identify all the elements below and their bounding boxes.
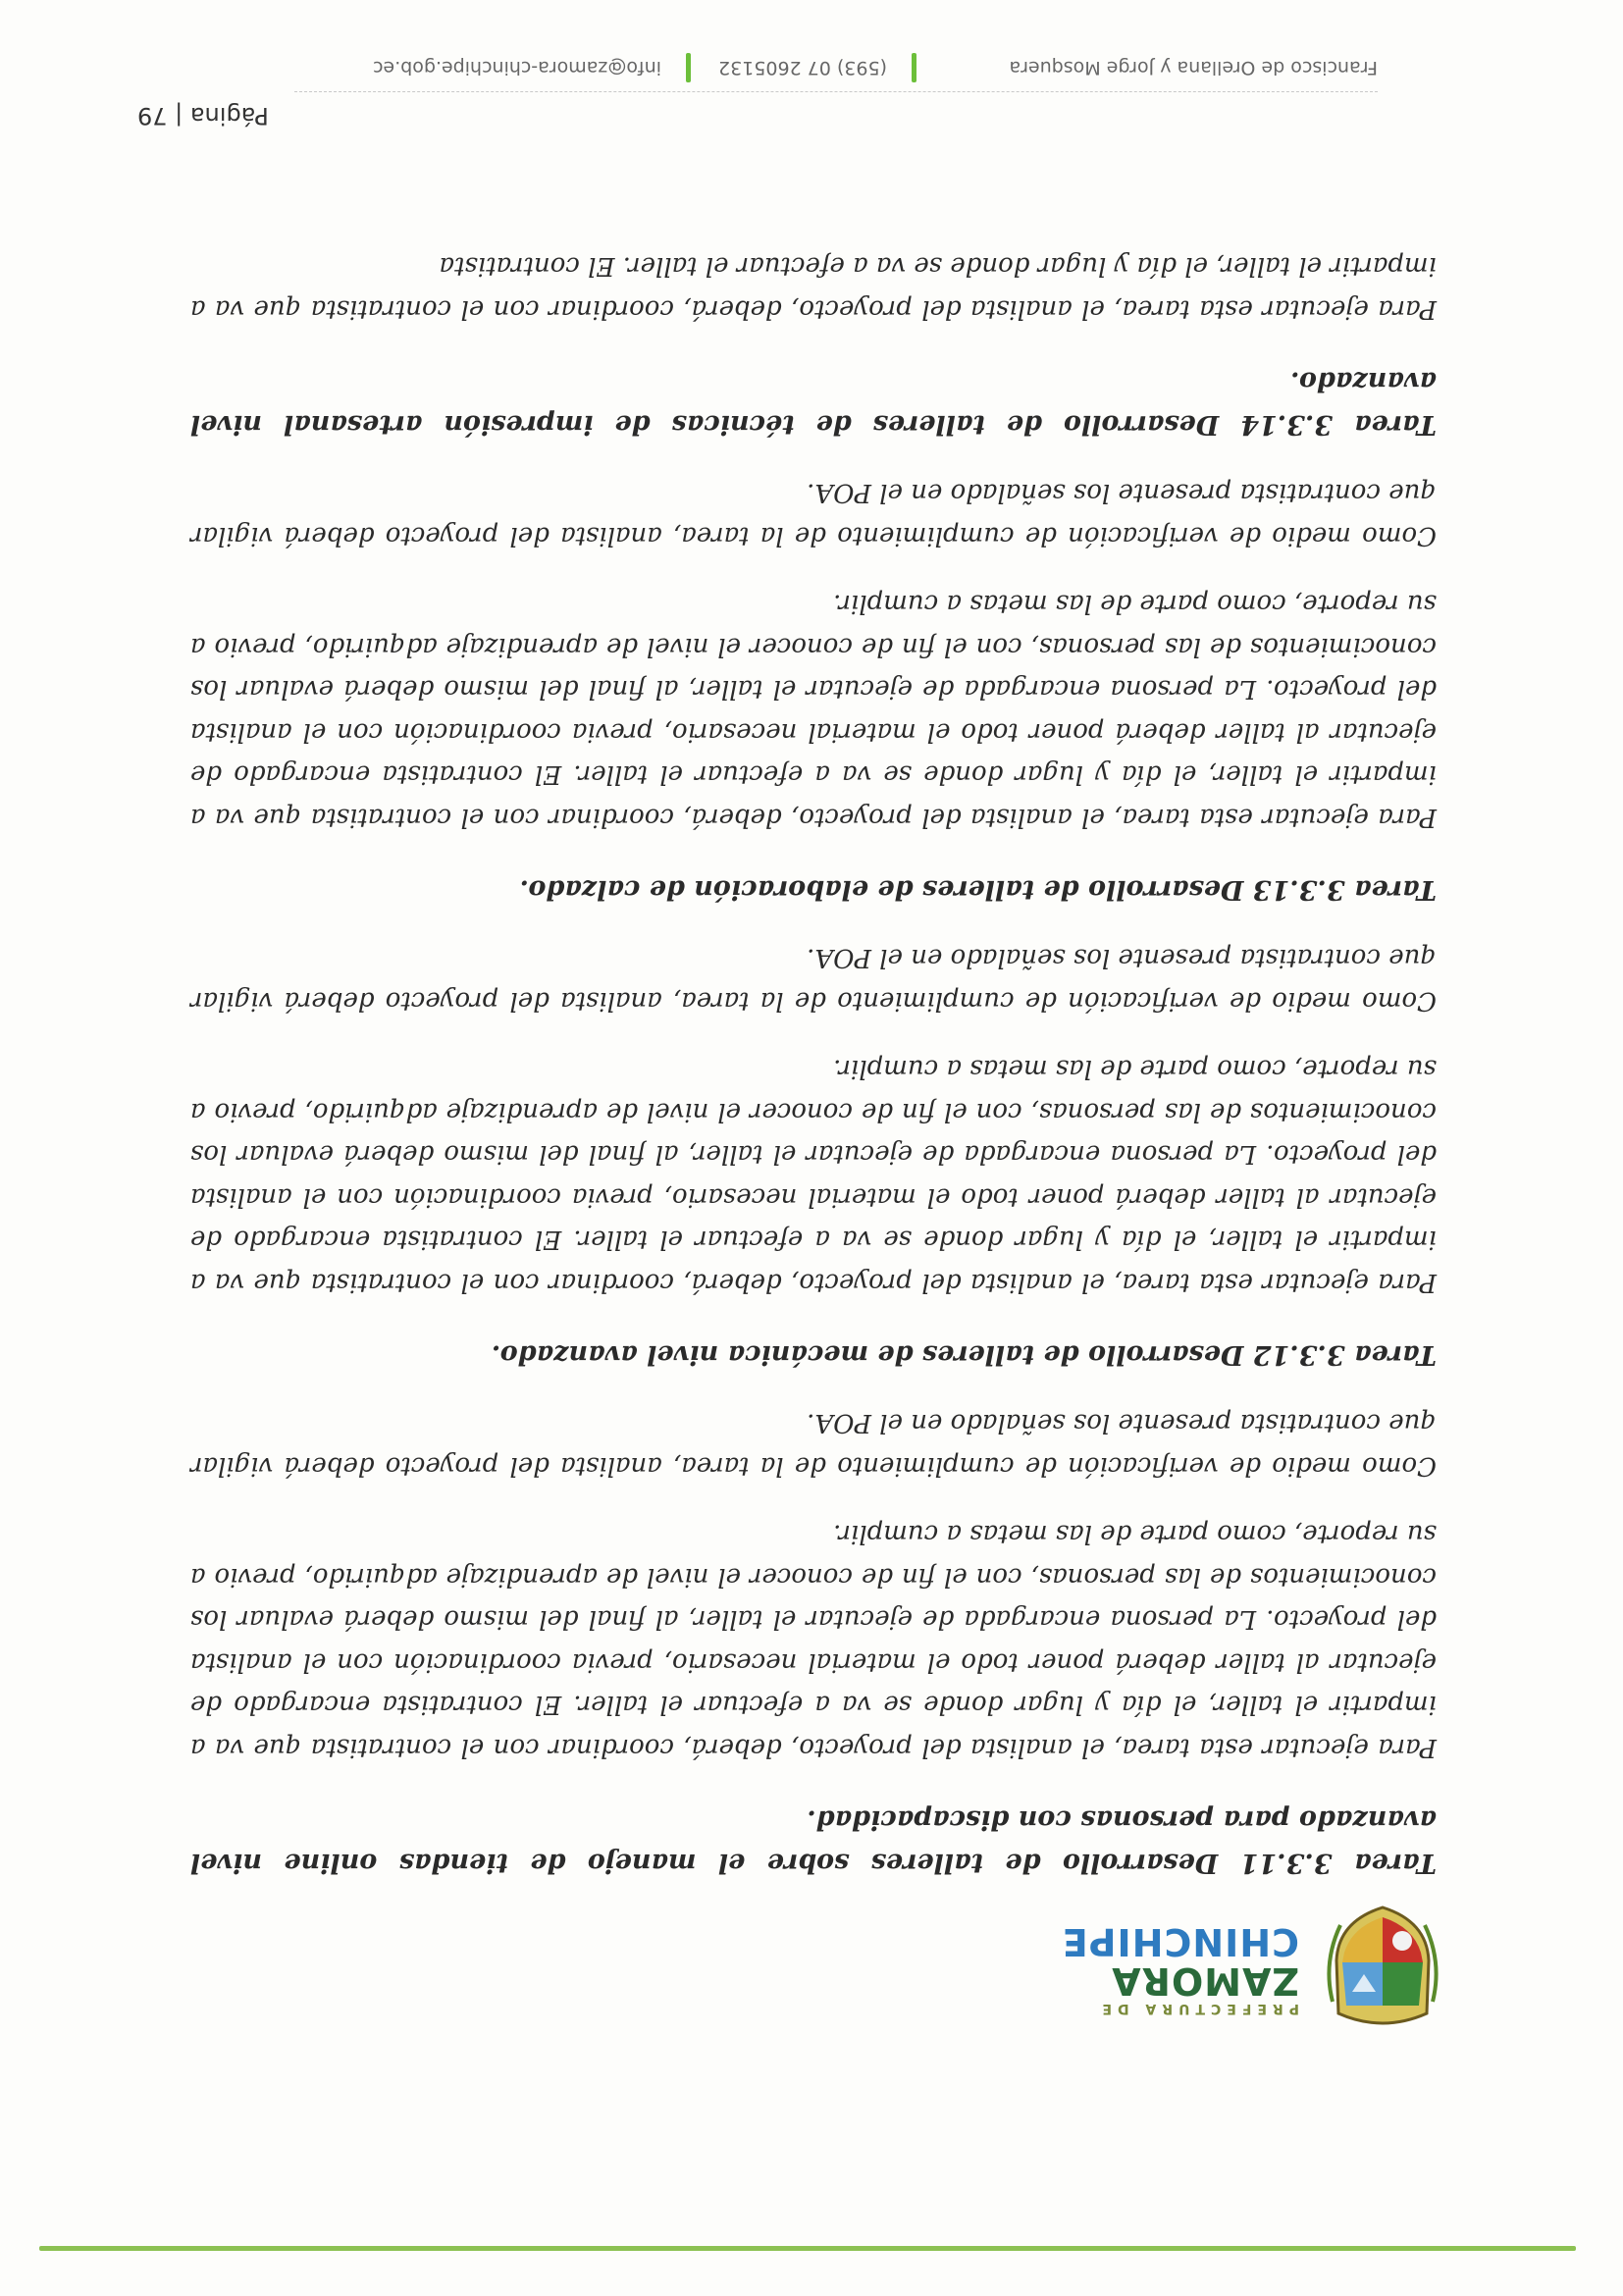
footer-phone: (593) 07 2605132: [718, 57, 887, 78]
section-heading: Tarea 3.3.14 Desarrollo de talleres de técnicas de impresión artesanal nivel avanzado.: [190, 366, 1437, 440]
document-body: [190, 219, 1437, 1884]
brand-chinchipe: CHINCHIPE: [1061, 1920, 1299, 1963]
page-number: Página | 79: [137, 102, 269, 130]
coat-of-arms-icon: [1319, 1904, 1446, 2031]
section-paragraph: Para ejecutar esta tarea, el analista del proyecto, deberá, coordinar con el contratista que va a impartir el taller, el día y lugar donde se va a efectuar el taller. El contratista encargado de ejecutar al taller deberá poner todo el material necesario, previa coordinación con el analista del proyecto. La persona encargada de ejecutar el taller, al final del mismo deberá evaluar los conocimientos de las personas, con el fin de conocer el nivel de aprendizaje adquirido, previo a su reporte, como parte de las metas a cumplir.: [190, 589, 1437, 832]
footer-email: info@zamora-chinchipe.gob.ec: [373, 57, 661, 78]
brand-zamora: ZAMORA: [1111, 1959, 1299, 2003]
section-heading: Tarea 3.3.11 Desarrollo de talleres sobre el manejo de tiendas online nivel avanzado para personas con discapacidad.: [190, 1804, 1437, 1878]
footer: [294, 49, 1378, 82]
section-paragraph: Para ejecutar esta tarea, el analista del proyecto, deberá, coordinar con el contratista que va a impartir el taller, el día y lugar donde se va a efectuar el taller. El contratista encargado de ejecutar al taller deberá poner todo el material necesario, previa coordinación con el analista del proyecto. La persona encargada de ejecutar el taller, al final del mismo deberá evaluar los conocimientos de las personas, con el fin de conocer el nivel de aprendizaje adquirido, previo a su reporte, como parte de las metas a cumplir.: [190, 1519, 1437, 1762]
section-paragraph: Como medio de verificación de cumplimiento de la tarea, analista del proyecto deberá vigilar que contratista presente los señalado en el POA.: [190, 478, 1437, 550]
brand-logotype: [1062, 1922, 1299, 2016]
section-paragraph: Para ejecutar esta tarea, el analista del proyecto, deberá, coordinar con el contratista que va a impartir el taller, el día y lugar donde se va a efectuar el taller. El contratista: [190, 251, 1437, 324]
section-heading: Tarea 3.3.13 Desarrollo de talleres de elaboración de calzado.: [519, 874, 1437, 905]
footer-separator: [686, 53, 691, 82]
footer-address: Francisco de Orellana y Jorge Mosquera: [1009, 57, 1378, 78]
section-paragraph: Como medio de verificación de cumplimiento de la tarea, analista del proyecto deberá vigilar que contratista presente los señalado en el POA.: [190, 943, 1437, 1016]
section-paragraph: Para ejecutar esta tarea, el analista del proyecto, deberá, coordinar con el contratista que va a impartir el taller, el día y lugar donde se va a efectuar el taller. El contratista encargado de ejecutar al taller deberá poner todo el material necesario, previa coordinación con el analista del proyecto. La persona encargada de ejecutar el taller, al final del mismo deberá evaluar los conocimientos de las personas, con el fin de conocer el nivel de aprendizaje adquirido, previo a su reporte, como parte de las metas a cumplir.: [190, 1054, 1437, 1297]
footer-separator: [912, 53, 916, 82]
footer-divider: [294, 91, 1378, 92]
section-paragraph: Como medio de verificación de cumplimiento de la tarea, analista del proyecto deberá vigilar que contratista presente los señalado en el POA.: [190, 1408, 1437, 1481]
brand-prefix: PREFECTURA DE: [1096, 2001, 1299, 2016]
section-heading: Tarea 3.3.12 Desarrollo de talleres de mecánica nivel avanzado.: [491, 1339, 1437, 1370]
header-rule: [39, 2246, 1576, 2251]
